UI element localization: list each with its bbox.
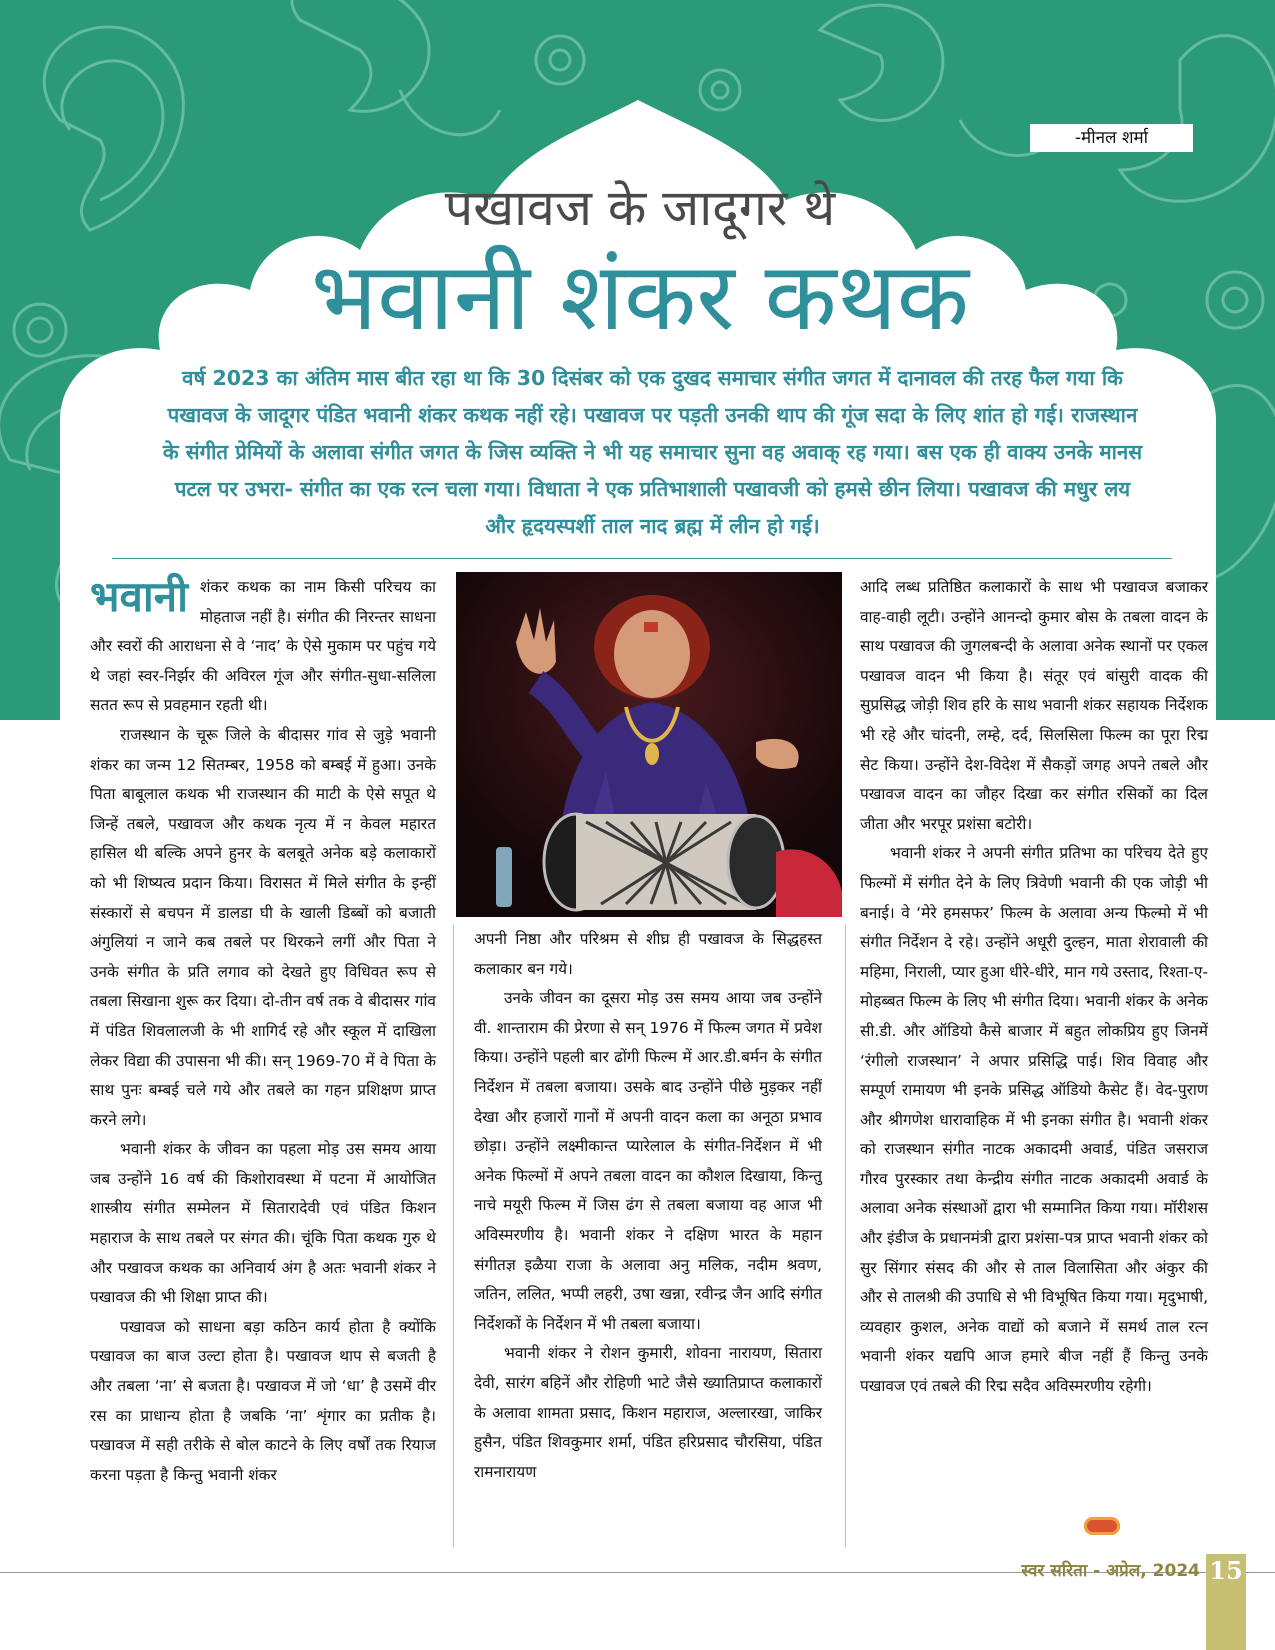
paragraph: भवानी शंकर के जीवन का पहला मोड़ उस समय आया जब उन्होंने 16 वर्ष की किशोरावस्था में पटना में आयोजित शास्त्रीय संगीत सम्मेलन में सितारादेवी एवं पंडित किशन महाराज के साथ तबले पर संगत की। चूंकि पिता कथक गुरु थे और पखावज कथक का अनिवार्य अंग है अतः भवानी शंकर ने पखावज की भी शिक्षा प्राप्त की।	[90, 1140, 436, 1307]
pakhawaj-player-illustration	[456, 572, 842, 917]
page-number: 15	[1209, 1556, 1243, 1585]
paragraph: अपनी निष्ठा और परिश्रम से शीघ्र ही पखावज के सिद्धहस्त कलाकार बन गये।	[474, 930, 822, 978]
article-column-3	[860, 573, 1208, 1402]
author-byline: -मीनल शर्मा	[1030, 124, 1193, 152]
title-line-2: भवानी शंकर कथक	[311, 243, 969, 352]
column-divider	[845, 925, 846, 1547]
paragraph: पखावज को साधना बड़ा कठिन कार्य होता है क्योंकि पखावज का बाज उल्टा होता है। पखावज थाप से बजती है और तबला ‘ना’ से बजता है। पखावज में जो ‘धा’ है उसमें वीर रस का प्राधान्य होता है जबकि ‘ना’ शृंगार का प्रतीक है। पखावज में सही तरीके से बोल काटने के लिए वर्षों तक रियाज करना पड़ता है किन्तु भवानी शंकर	[90, 1317, 436, 1484]
title-line-1: पखावज के जादूगर थे	[444, 179, 836, 237]
paragraph: भवानी शंकर ने रोशन कुमारी, शोवना नारायण, सितारा देवी, सारंग बहिनें और रोहिणी भाटे जैसे ख्यातिप्राप्त कलाकारों के अलावा शामता प्रसाद, किशन महाराज, अल्लारखा, जाकिर हुसैन, पंडित शिवकुमार शर्मा, पंडित हरिप्रसाद चौरसिया, पंडित रामनारायण	[474, 1344, 822, 1481]
paragraph: आदि लब्ध प्रतिष्ठित कलाकारों के साथ भी पखावज बजाकर वाह-वाही लूटी। उन्होंने आनन्दो कुमार बोस के तबला वादन के साथ पखावज की जुगलबन्दी के अलावा अनेक स्थानों पर एकल पखावज वादन भी किया है। संतूर एवं बांसुरी वादक की सुप्रसिद्ध जोड़ी शिव हरि के साथ भवानी शंकर सहायक निर्देशक भी रहे और चांदनी, लम्हे, दर्द, सिलसिला फिल्म का पूरा रिद्म सेट किया। उन्होंने देश-विदेश में सैकड़ों जगह अपने तबले और पखावज वादन का जौहर दिखा कर संगीत रसिकों का दिल जीता और भरपूर प्रशंसा बटोरी।	[860, 578, 1208, 833]
intro-paragraph: वर्ष 2023 का अंतिम मास बीत रहा था कि 30 दिसंबर को एक दुखद समाचार संगीत जगत में दानावल की तरह फैल गया कि पखावज के जादूगर पंडित भवानी शंकर कथक नहीं रहे। पखावज पर पड़ती उनकी थाप की गूंज सदा के लिए शांत हो गई। राजस्थान के संगीत प्रेमियों के अलावा संगीत जगत के जिस व्यक्ति ने भी यह समाचार सुना वह अवाक् रह गया। बस एक ही वाक्य उनके मानस पटल पर उभरा- संगीत का एक रत्न चला गया। विधाता ने एक प्रतिभाशाली पखावजी को हमसे छीन लिया। पखावज की मधुर लय और हृदयस्पर्शी ताल नाद ब्रह्म में लीन हो गई।	[162, 366, 1143, 538]
drop-cap: भवानी	[90, 572, 188, 621]
magazine-footer: स्वर सरिता - अप्रेल, 2024	[1021, 1561, 1200, 1581]
column-divider	[453, 925, 454, 1547]
end-of-article-ornament	[1084, 1517, 1120, 1535]
paragraph: भवानी शंकर कथक का नाम किसी परिचय का मोहताज नहीं है। संगीत की निरन्तर साधना और स्वरों की आराधना से वे ‘नाद’ के ऐसे मुकाम पर पहुंच गये थे जहां स्वर-निर्झर की अविरल गूंज और संगीत-सुधा-सलिला सतत रूप से प्रवहमान रहती थी।	[90, 572, 436, 715]
divider	[112, 558, 1172, 559]
paragraph: राजस्थान के चूरू जिले के बीदासर गांव से जुड़े भवानी शंकर का जन्म 12 सितम्बर, 1958 को बम्बई में हुआ। उनके पिता बाबूलाल कथक भी राजस्थान की माटी के ऐसे सपूत थे जिन्हें तबले, पखावज और कथक नृत्य में न केवल महारत हासिल थी बल्कि अपने हुनर के बलबूते अनेक बड़े कलाकारों को भी शिष्यत्व प्रदान किया। विरासत में मिले संगीत के इन्हीं संस्कारों से बचपन में डालडा घी के खाली डिब्बों को बजाती अंगुलियां न जाने कब तबले पर थिरकने लगीं और पिता ने उनके संगीत के प्रति लगाव को देखते हुए विधिवत रूप से तबला सिखाना शुरू कर दिया। दो-तीन वर्ष तक वे बीदासर गांव में पंडित शिवलालजी के भी शागिर्द रहे और स्कूल में दाखिला लेकर विद्या की उपासना भी की। सन् 1969-70 में वे पिता के साथ पुनः बम्बई चले गये और तबले का गहन प्रशिक्षण प्राप्त करने लगे।	[90, 725, 436, 1129]
paragraph: भवानी शंकर ने अपनी संगीत प्रतिभा का परिचय देते हुए फिल्मों में संगीत देने के लिए त्रिवेणी भवानी की एक जोड़ी भी बनाई। वे ‘मेरे हमसफर’ फिल्म के अलावा अन्य फिल्मो में भी संगीत निर्देशन दे रहे। उन्होंने अधूरी दुल्हन, माता शेरावाली की महिमा, निराली, प्यार हुआ धीरे-धीरे, मान गये उस्ताद, रिश्ता-ए-मोहब्बत फिल्म के लिए भी संगीत दिया। भवानी शंकर के अनेक सी.डी. और ऑडियो कैसे बाजार में बहुत लोकप्रिय हुए जिनमें ‘रंगीलो राजस्थान’ ने अपार प्रसिद्धि पाई। शिव विवाह और सम्पूर्ण रामायण भी इनके प्रसिद्ध ऑडियो कैसेट हैं। वेद-पुराण और श्रीगणेश धारावाहिक में भी इनका संगीत है। भवानी शंकर को राजस्थान संगीत नाटक अकादमी अवार्ड, पंडित जसराज गौरव पुरस्कार तथा केन्द्रीय संगीत नाटक अकादमी अवार्ड के अलावा अनेक संस्थाओं द्वारा भी सम्मानित किया गया। मॉरीशस और इंडीज के प्रधानमंत्री द्वारा प्रशंसा-पत्र प्राप्त भवानी शंकर को सुर सिंगार संसद की और से ताल विलासिता और अंकुर की और से तालश्री की उपाधि से भी विभूषित किया गया। मृदुभाषी, व्यवहार कुशल, अनेक वाद्यों को बजाने में समर्थ ताल रत्न भवानी शंकर यद्यपि आज हमारे बीज नहीं हैं किन्तु उनके पखावज एवं तबले की रिद्म सदैव अविस्मरणीय रहेगी।	[860, 844, 1209, 1396]
article-column-1	[90, 573, 436, 1490]
article-column-2	[474, 925, 822, 1487]
musician-photo	[456, 572, 842, 917]
paragraph: उनके जीवन का दूसरा मोड़ उस समय आया जब उन्होंने वी. शान्ताराम की प्रेरणा से सन् 1976 में फिल्म जगत में प्रवेश किया। उन्होंने पहली बार ढोंगी फिल्म में आर.डी.बर्मन के संगीत निर्देशन में तबला बजाया। उसके बाद उन्होंने पीछे मुड़कर नहीं देखा और हजारों गानों में अपनी वादन कला का अनूठा प्रभाव छोड़ा। उन्होंने लक्ष्मीकान्त प्यारेलाल के संगीत-निर्देशन में भी अनेक फिल्मों में अपने तबला वादन का कौशल दिखाया, किन्तु नाचे मयूरी फिल्म में जिस ढंग से तबला बजाया वह आज भी अविस्मरणीय है। भवानी शंकर ने दक्षिण भारत के महान संगीतज्ञ इळैया राजा के अलावा अनु मलिक, नदीम श्रवण, जतिन, ललित, भप्पी लहरी, उषा खन्ना, रवीन्द्र जैन आदि संगीत निर्देशकों के निर्देशन में भी तबला बजाया।	[474, 989, 822, 1333]
